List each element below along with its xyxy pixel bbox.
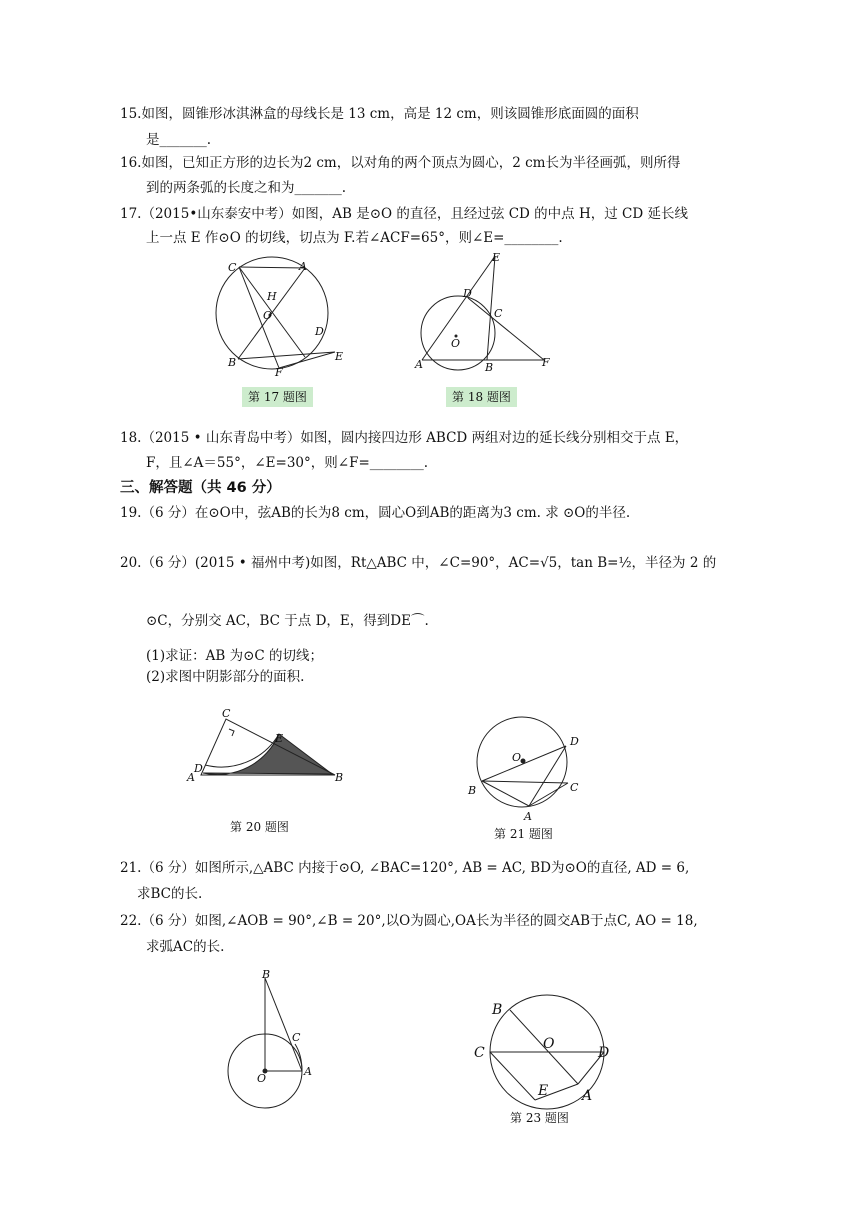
q18-line1: 18.（2015 • 山东青岛中考）如图，圆内接四边形 ABCD 两组对边的延长线分别相交于点 E， xyxy=(120,430,689,446)
q17-line1: 17.（2015•山东泰安中考）如图，AB 是⊙O 的直径，且经过弦 CD 的中点 H，过 CD 延长线 xyxy=(120,206,688,222)
figure-22 xyxy=(222,965,332,1115)
q20-line1: 20.（6 分）(2015 • 福州中考)如图，Rt△ABC 中，∠C=90°，AC=√5，tan B=½，半径为 2 的 xyxy=(120,555,717,571)
q22-line1: 22.（6 分）如图,∠AOB = 90°,∠B = 20°,以O为圆心,OA长为半径的圆交AB于点C, AO = 18, xyxy=(120,913,698,929)
f23-label-A: A xyxy=(582,1088,593,1104)
q20-line4: (2)求图中阴影部分的面积. xyxy=(146,669,305,685)
f17-label-H: H xyxy=(267,290,277,303)
fig20-caption: 第 20 题图 xyxy=(230,820,289,834)
figure-20 xyxy=(185,705,345,785)
f18-label-D: D xyxy=(463,287,472,300)
fig21-caption: 第 21 题图 xyxy=(494,827,553,841)
f17-label-O: O xyxy=(263,309,273,322)
f23-label-C: C xyxy=(474,1045,485,1061)
f18-label-C: C xyxy=(494,307,503,320)
f17-label-A: A xyxy=(299,260,307,273)
q15-line2: 是_______. xyxy=(146,132,212,148)
f20-label-C: C xyxy=(222,707,231,720)
f23-label-O: O xyxy=(543,1036,555,1052)
f20-label-D: D xyxy=(194,762,203,775)
figure-23 xyxy=(470,992,620,1112)
f17-label-F: F xyxy=(275,366,283,379)
f22-label-O: O xyxy=(257,1072,267,1085)
q17-line2: 上一点 E 作⊙O 的切线，切点为 F.若∠ACF=65°，则∠E=________. xyxy=(146,230,563,246)
figure-21 xyxy=(462,708,592,823)
f18-label-E: E xyxy=(492,251,501,264)
q21-line1: 21.（6 分）如图所示,△ABC 内接于⊙O, ∠BAC=120°, AB = AC, BD为⊙O的直径, AD = 6, xyxy=(120,860,690,876)
figure-18 xyxy=(412,250,572,375)
fig23-caption: 第 23 题图 xyxy=(510,1111,569,1125)
f18-label-O: O xyxy=(451,337,461,350)
f22-label-A: A xyxy=(304,1065,312,1078)
f23-label-D: D xyxy=(598,1045,610,1061)
f22-label-B: B xyxy=(262,968,271,981)
q22-line2: 求弧AC的长. xyxy=(146,939,225,955)
f21-label-A: A xyxy=(524,810,532,823)
q15-line1: 15.如图，圆锥形冰淇淋盒的母线长是 13 cm，高是 12 cm，则该圆锥形底面圆的面积 xyxy=(120,106,639,122)
f20-label-A: A xyxy=(187,771,195,784)
f22-label-C: C xyxy=(292,1031,301,1044)
f21-label-B: B xyxy=(468,784,477,797)
f18-label-A: A xyxy=(415,358,423,371)
q16-line1: 16.如图，已知正方形的边长为2 cm，以对角的两个顶点为圆心，2 cm长为半径画弧，则所得 xyxy=(120,155,681,171)
f20-label-B: B xyxy=(335,771,344,784)
f21-label-O: O xyxy=(512,751,522,764)
f21-label-C: C xyxy=(570,781,579,794)
f23-label-E: E xyxy=(538,1083,549,1099)
f18-label-F: F xyxy=(542,356,550,369)
q21-line2: 求BC的长. xyxy=(137,886,203,902)
f17-label-E: E xyxy=(335,350,344,363)
f17-label-C: C xyxy=(228,261,237,274)
q20-line2: ⊙C，分别交 AC，BC 于点 D，E，得到DE⌒. xyxy=(146,613,429,629)
section-heading-3: 三、解答题（共 46 分） xyxy=(120,480,281,496)
f21-label-D: D xyxy=(570,735,579,748)
f20-label-E: E xyxy=(275,732,284,745)
f18-label-B: B xyxy=(485,361,494,374)
f23-label-B: B xyxy=(492,1002,503,1018)
q16-line2: 到的两条弧的长度之和为_______. xyxy=(146,180,347,196)
fig18-caption: 第 18 题图 xyxy=(446,387,517,407)
f17-label-D: D xyxy=(315,325,324,338)
fig17-caption: 第 17 题图 xyxy=(242,387,313,407)
q19-line: 19.（6 分）在⊙O中，弦AB的长为8 cm，圆心O到AB的距离为3 cm. 求 ⊙O的半径. xyxy=(120,505,631,521)
q20-line3: (1)求证：AB 为⊙C 的切线； xyxy=(146,648,324,664)
f17-label-B: B xyxy=(228,356,237,369)
q18-line2: F，且∠A＝55°，∠E=30°，则∠F=________. xyxy=(146,455,429,471)
figure-17 xyxy=(205,255,355,380)
